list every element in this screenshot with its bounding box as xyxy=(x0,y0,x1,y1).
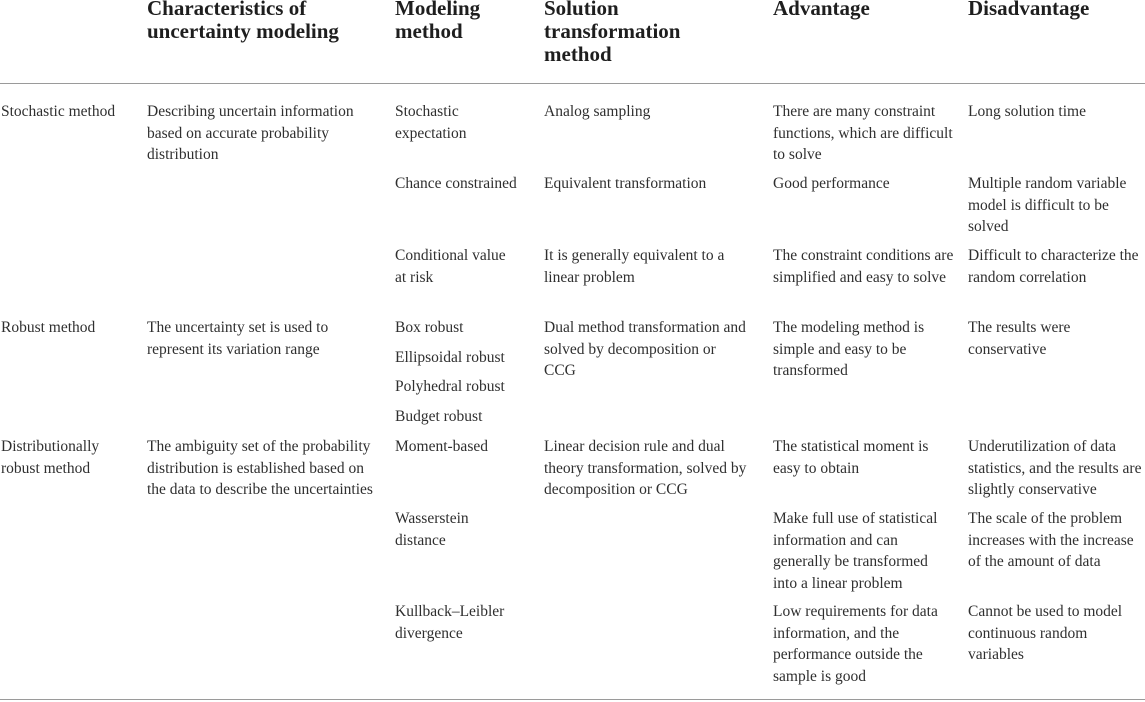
solution-robust: Dual method transformation and solved by decomposition or CCG xyxy=(544,319,746,379)
header-advantage: Advantage xyxy=(773,0,870,20)
row-characteristics-distributionally-robust: The ambiguity set of the probability distribution is established based on the data to describe the uncertainties xyxy=(147,438,373,498)
modeling-polyhedral-robust: Polyhedral robust xyxy=(395,378,505,395)
header-modeling-method: Modeling method xyxy=(395,0,481,43)
modeling-conditional-value-at-risk: Conditional value at risk xyxy=(395,247,506,286)
advantage-conditional-value-at-risk: The constraint conditions are simplified and easy to solve xyxy=(773,247,954,286)
advantage-moment-based: The statistical moment is easy to obtain xyxy=(773,438,929,477)
disadvantage-conditional-value-at-risk: Difficult to characterize the random correlation xyxy=(968,247,1139,286)
row-characteristics-stochastic: Describing uncertain information based on accurate probability distribution xyxy=(147,103,354,163)
header-disadvantage: Disadvantage xyxy=(968,0,1090,20)
modeling-box-robust: Box robust xyxy=(395,319,464,336)
modeling-kullback-leibler-divergence: Kullback–Leibler divergence xyxy=(395,603,505,642)
row-method-stochastic: Stochastic method xyxy=(1,103,116,120)
row-method-distributionally-robust: Distributionally robust method xyxy=(1,438,100,477)
disadvantage-robust: The results were conservative xyxy=(968,319,1071,358)
disadvantage-kullback-leibler-divergence: Cannot be used to model continuous random variables xyxy=(968,603,1123,663)
disadvantage-stochastic-expectation: Long solution time xyxy=(968,103,1086,120)
solution-equivalent-transformation: Equivalent transformation xyxy=(544,175,707,192)
advantage-kullback-leibler-divergence: Low requirements for data information, and the performance outside the sample is good xyxy=(773,603,938,685)
bottom-rule xyxy=(0,699,1145,700)
modeling-chance-constrained: Chance constrained xyxy=(395,175,517,192)
modeling-moment-based: Moment-based xyxy=(395,438,488,455)
row-characteristics-robust: The uncertainty set is used to represent its variation range xyxy=(147,319,329,358)
header-rule xyxy=(0,83,1145,84)
modeling-stochastic-expectation: Stochastic expectation xyxy=(395,103,467,142)
disadvantage-chance-constrained: Multiple random variable model is difficult to be solved xyxy=(968,175,1127,235)
disadvantage-moment-based: Underutilization of data statistics, and the results are slightly conservative xyxy=(968,438,1142,498)
solution-linear-equivalent: It is generally equivalent to a linear problem xyxy=(544,247,725,286)
solution-analog-sampling: Analog sampling xyxy=(544,103,651,120)
advantage-robust: The modeling method is simple and easy to be transformed xyxy=(773,319,925,379)
solution-distributionally-robust: Linear decision rule and dual theory transformation, solved by decomposition or CCG xyxy=(544,438,747,498)
disadvantage-wasserstein-distance: The scale of the problem increases with the increase of the amount of data xyxy=(968,510,1134,570)
header-solution-transformation: Solution transformation method xyxy=(544,0,681,66)
row-method-robust: Robust method xyxy=(1,319,96,336)
modeling-ellipsoidal-robust: Ellipsoidal robust xyxy=(395,349,505,366)
modeling-budget-robust: Budget robust xyxy=(395,408,483,425)
modeling-wasserstein-distance: Wasserstein distance xyxy=(395,510,469,549)
header-characteristics: Characteristics of uncertainty modeling xyxy=(147,0,339,43)
advantage-chance-constrained: Good performance xyxy=(773,175,890,192)
advantage-stochastic-expectation: There are many constraint functions, which are difficult to solve xyxy=(773,103,953,163)
advantage-wasserstein-distance: Make full use of statistical information and can generally be transformed into a linear problem xyxy=(773,510,938,592)
